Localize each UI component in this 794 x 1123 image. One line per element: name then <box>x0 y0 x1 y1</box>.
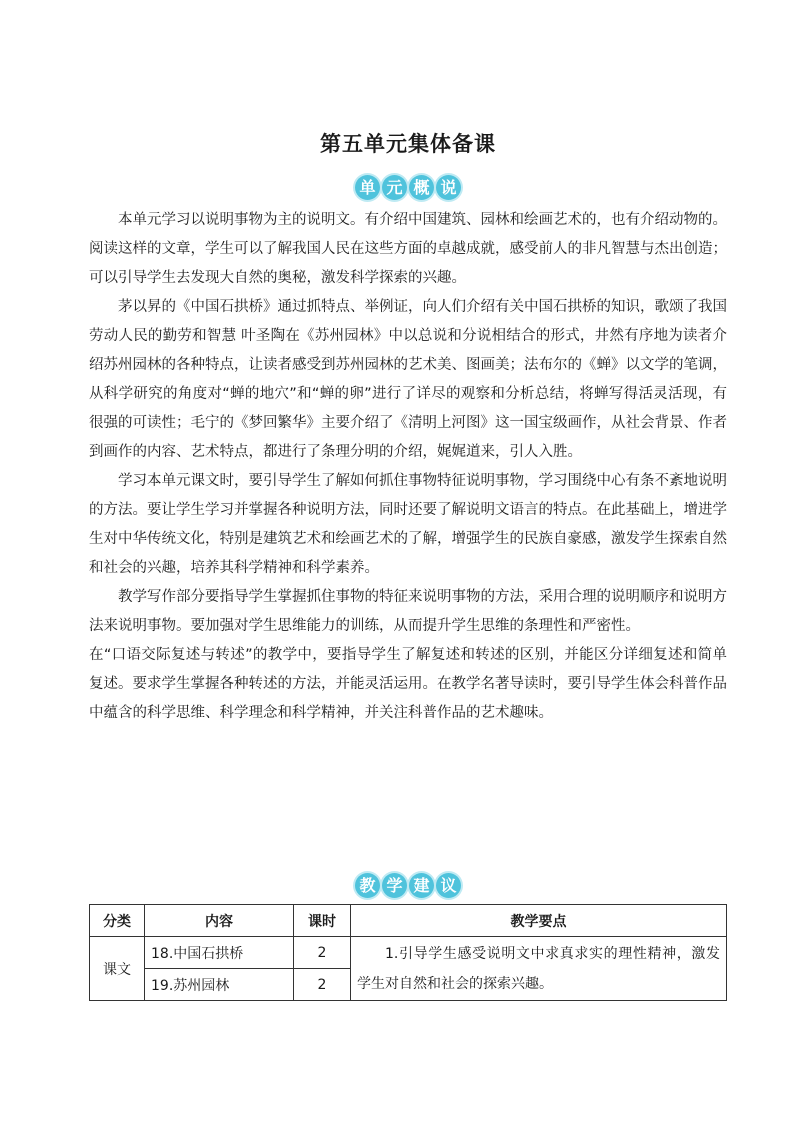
hours-cell: 2 <box>294 969 351 1001</box>
header-hours: 课时 <box>294 905 351 937</box>
heading-char: 说 <box>436 175 461 200</box>
table-row <box>90 937 727 969</box>
paragraph: 教学写作部分要指导学生掌握抓住事物的特征来说明事物的方法，采用合理的说明顺序和说明方法来说明事物。要加强对学生思维能力的训练，从而提升学生思维的条理性和严密性。 <box>89 589 727 634</box>
teaching-plan-table <box>89 904 727 1001</box>
heading-char: 建 <box>409 873 434 898</box>
content-cell: 19.苏州园林 <box>145 969 294 1001</box>
heading-char: 教 <box>355 873 380 898</box>
header-key-points: 教学要点 <box>351 905 727 937</box>
overview-body <box>89 206 727 728</box>
key-points-text: 1.引导学生感受说明文中求真求实的理性精神，激发学生对自然和社会的探索兴趣。 <box>357 945 720 992</box>
heading-char: 元 <box>382 175 407 200</box>
heading-char: 概 <box>409 175 434 200</box>
key-points-cell <box>351 937 727 1001</box>
heading-char: 学 <box>382 873 407 898</box>
heading-char: 议 <box>436 873 461 898</box>
paragraph: 学习本单元课文时，要引导学生了解如何抓住事物特征说明事物，学习围绕中心有条不紊地说明的方法。要让学生学习并掌握各种说明方法，同时还要了解说明文语言的特点。在此基础上，增进学生对中华传统文化，特别是建筑艺术和绘画艺术的了解，增强学生的民族自豪感，激发学生探索自然和社会的兴趣，培养其科学精神和科学素养。 <box>89 473 727 576</box>
header-category: 分类 <box>90 905 145 937</box>
category-cell: 课文 <box>90 937 145 1001</box>
page-title: 第五单元集体备课 <box>320 131 496 156</box>
section-heading-unit-overview <box>353 172 463 202</box>
hours-cell: 2 <box>294 937 351 969</box>
paragraph: 本单元学习以说明事物为主的说明文。有介绍中国建筑、园林和绘画艺术的，也有介绍动物的。阅读这样的文章，学生可以了解我国人民在这些方面的卓越成就，感受前人的非凡智慧与杰出创造；可以引导学生去发现大自然的奥秘，激发科学探索的兴趣。 <box>89 212 727 286</box>
header-content: 内容 <box>145 905 294 937</box>
paragraph: 在“口语交际复述与转述”的教学中，要指导学生了解复述和转述的区别，并能区分详细复述和简单复述。要求学生掌握各种转述的方法，并能灵活运用。在教学名著导读时，要引导学生体会科普作品中蕴含的科学思维、科学理念和科学精神，并关注科普作品的艺术趣味。 <box>89 647 727 721</box>
table-header-row <box>90 905 727 937</box>
content-cell: 18.中国石拱桥 <box>145 937 294 969</box>
heading-char: 单 <box>355 175 380 200</box>
section-heading-teaching-suggestions <box>353 870 463 900</box>
paragraph: 茅以昇的《中国石拱桥》通过抓特点、举例证，向人们介绍有关中国石拱桥的知识，歌颂了我国劳动人民的勤劳和智慧 叶圣陶在《苏州园林》中以总说和分说相结合的形式，井然有序地为读者介绍苏州园林的各种特点，让读者感受到苏州园林的艺术美、图画美；法布尔的《蝉》以文学的笔调，从科学研究的角度对“蝉的地穴”和“蝉的卵”进行了详尽的观察和分析总结，将蝉写得活灵活现，有很强的可读性；毛宁的《梦回繁华》主要介绍了《清明上河图》这一国宝级画作，从社会背景、作者到画作的内容、艺术特点，都进行了条理分明的介绍，娓娓道来，引人入胜。 <box>89 299 727 460</box>
